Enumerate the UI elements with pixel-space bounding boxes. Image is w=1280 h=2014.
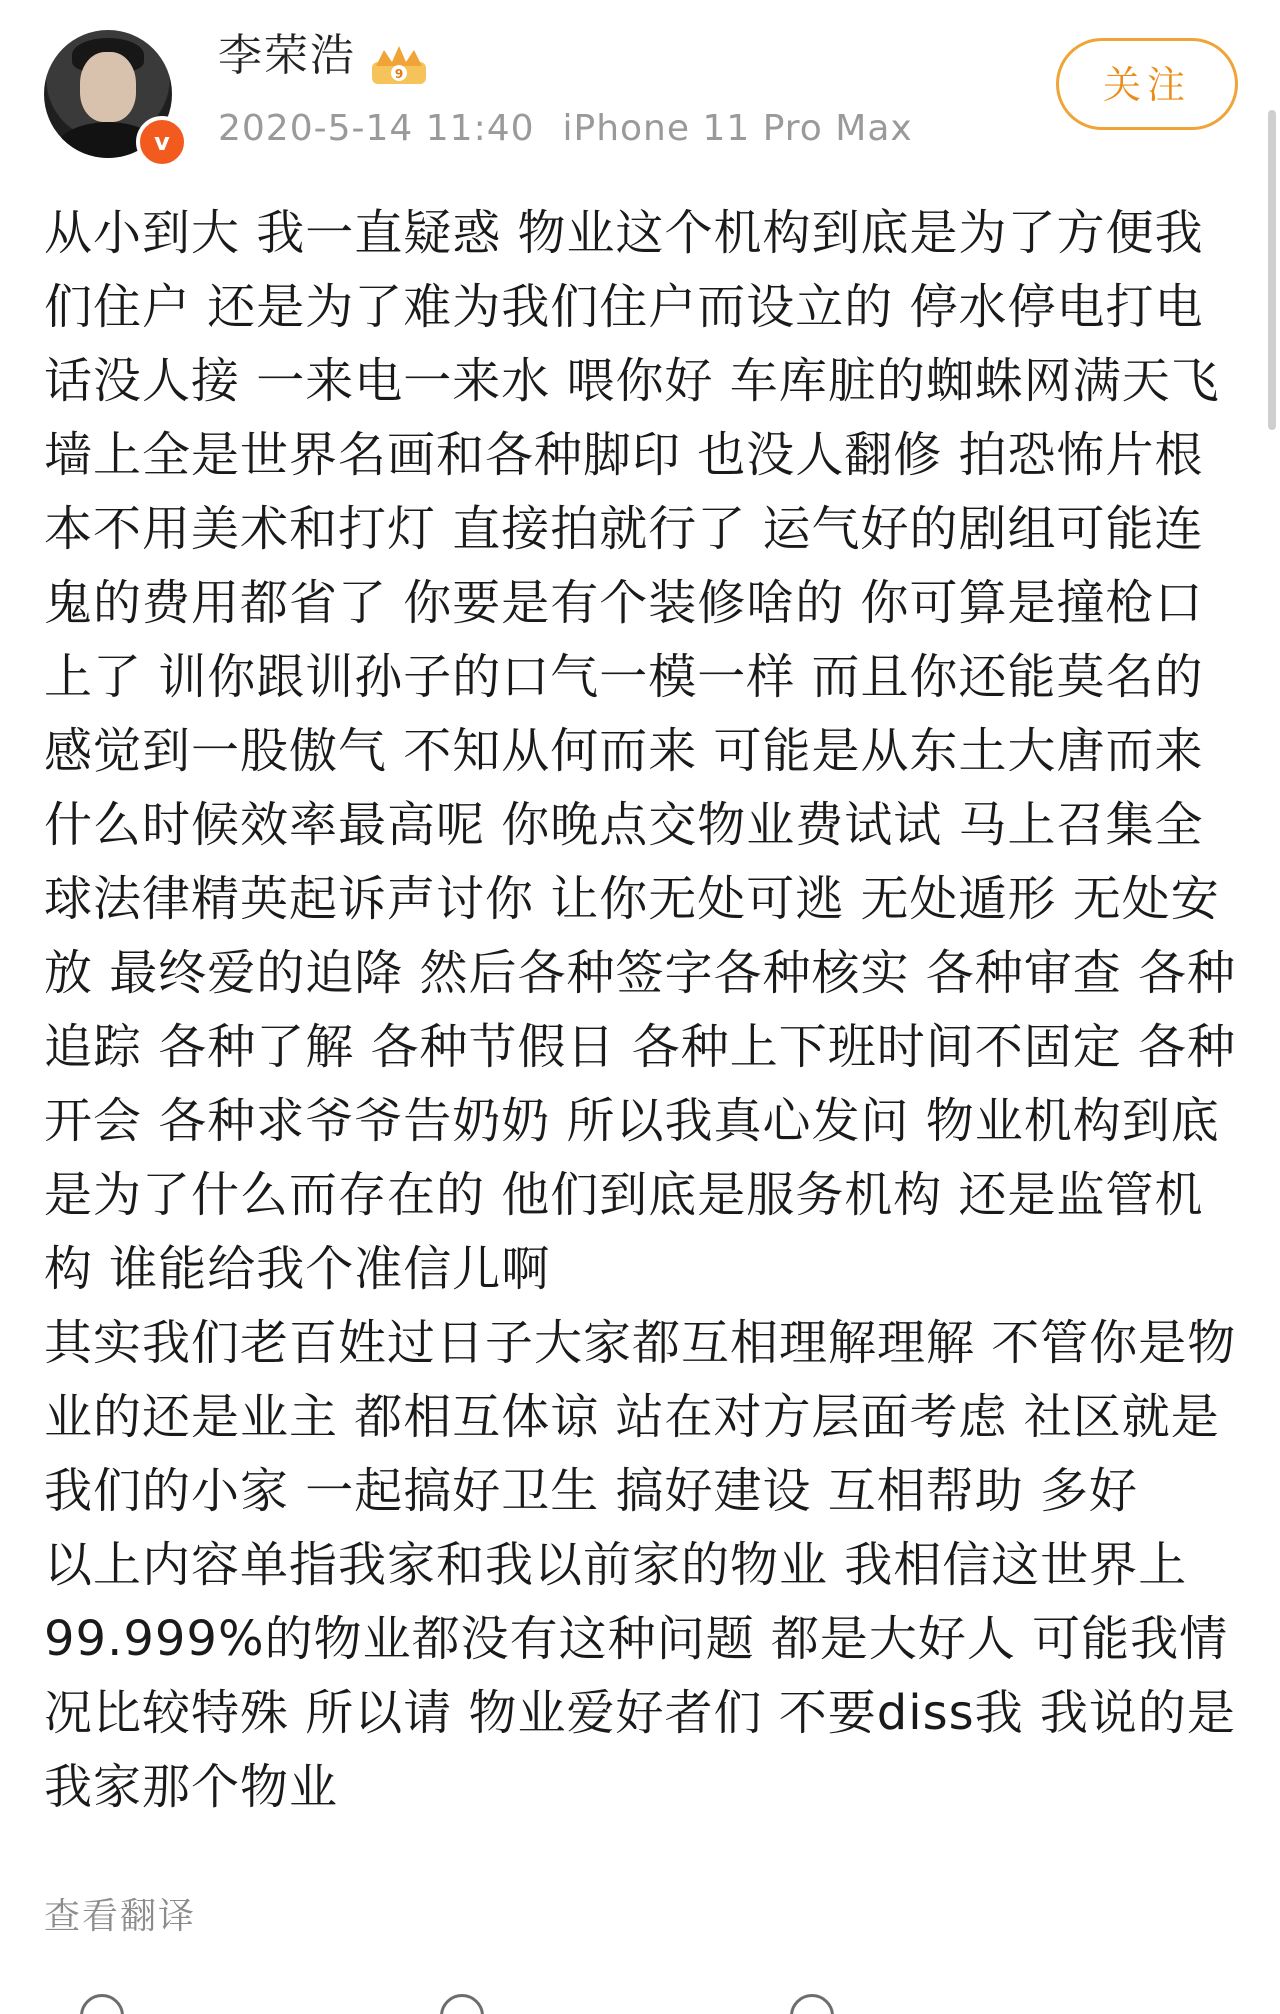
svg-text:9: 9 — [394, 67, 404, 81]
post-body — [44, 196, 1244, 1824]
crown-icon — [370, 44, 428, 86]
repost-icon[interactable] — [80, 1994, 124, 2014]
like-icon[interactable] — [790, 1994, 834, 2014]
post-paragraph: 从小到大 我一直疑惑 物业这个机构到底是为了方便我们住户 还是为了难为我们住户而设立的 停水停电打电话没人接 一来电一来水 喂你好 车库脏的蜘蛛网满天飞 墙上全是世界名画和各种脚印 也没人翻修 拍恐怖片根本不用美术和打灯 直接拍就行了 运气好的剧组可能连鬼的费用都省了 你要是有个装修啥的 你可算是撞枪口上了 训你跟训孙子的口气一模一样 而且你还能莫名的感觉到一股傲气 不知从何而来 可能是从东土大唐而来 什么时候效率最高呢 你晚点交物业费试试 马上召集全球法律精英起诉声讨你 让你无处可逃 无处遁形 无处安放 最终爱的迫降 然后各种签字各种核实 各种审查 各种追踪 各种了解 各种节假日 各种上下班时间不固定 各种开会 各种求爷爷告奶奶 所以我真心发问 物业机构到底是为了什么而存在的 他们到底是服务机构 还是监管机构 谁能给我个准信儿啊 — [44, 205, 1237, 1297]
verified-icon: v — [136, 116, 188, 168]
translate-link[interactable]: 查看翻译 — [44, 1896, 197, 1937]
post-paragraph: 以上内容单指我家和我以前家的物业 我相信这世界上 99.999%的物业都没有这种问题 都是大好人 可能我情况比较特殊 所以请 物业爱好者们 不要diss我 我说的是我家那个物业 — [44, 1537, 1236, 1815]
avatar-face — [80, 52, 136, 122]
username[interactable]: 李荣浩 — [218, 30, 356, 81]
post-timestamp: 2020-5-14 11:40 — [218, 108, 535, 149]
post-device: iPhone 11 Pro Max — [562, 108, 913, 149]
follow-button[interactable]: 关注 — [1056, 38, 1238, 130]
scrollbar[interactable] — [1268, 110, 1276, 430]
action-bar — [0, 1976, 1280, 2014]
comment-icon[interactable] — [440, 1994, 484, 2014]
post-meta — [218, 104, 913, 154]
post-header — [0, 0, 1280, 170]
post-paragraph: 其实我们老百姓过日子大家都互相理解理解 不管你是物业的还是业主 都相互体谅 站在对方层面考虑 社区就是我们的小家 一起搞好卫生 搞好建设 互相帮助 多好 — [44, 1315, 1237, 1519]
